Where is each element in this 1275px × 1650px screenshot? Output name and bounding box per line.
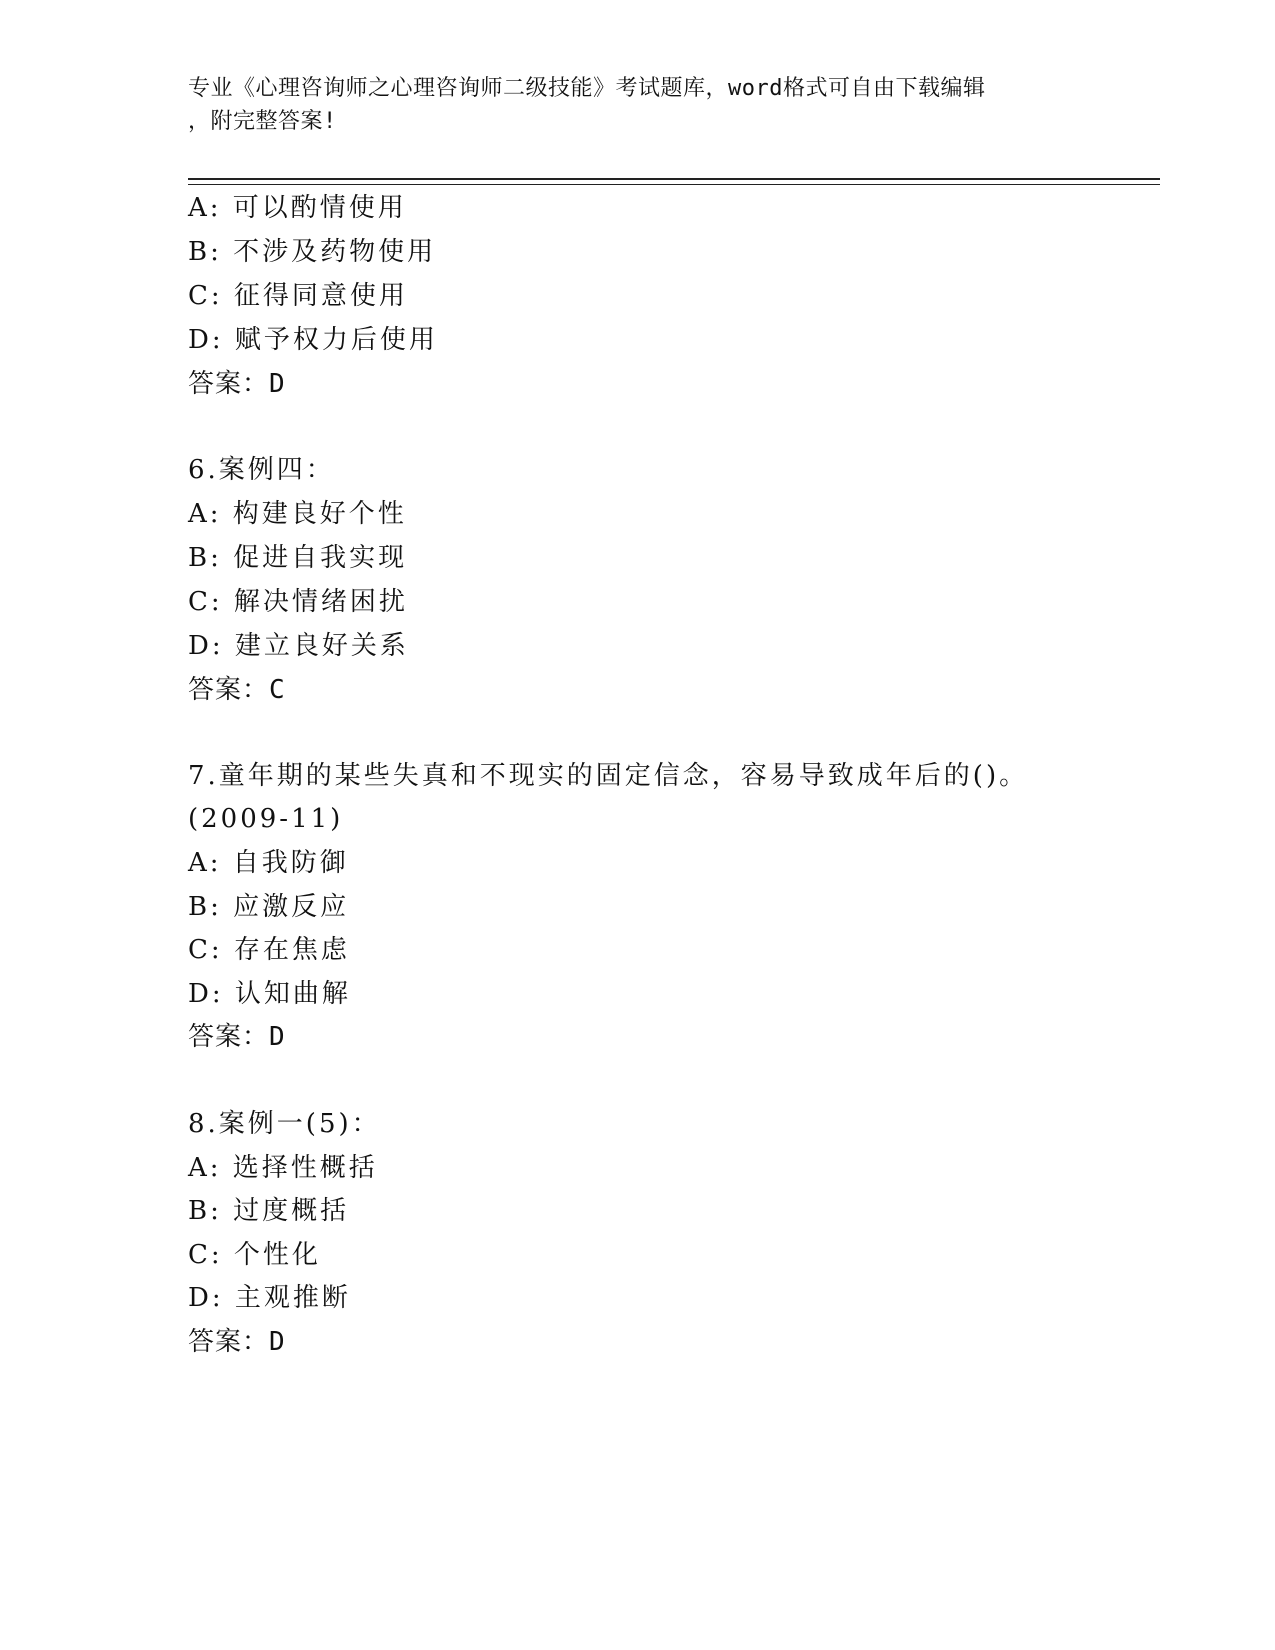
q6-option-b: B: 促进自我实现 xyxy=(188,543,408,573)
q5-answer: 答案：D xyxy=(188,369,286,399)
header-line-1: 专业《心理咨询师之心理咨询师二级技能》考试题库，word格式可自由下载编辑 xyxy=(188,76,986,101)
header-rule-thick xyxy=(188,178,1160,180)
header-rule-thin xyxy=(188,184,1160,185)
q5-option-c: C: 征得同意使用 xyxy=(188,281,408,311)
q5-option-d: D: 赋予权力后使用 xyxy=(188,325,438,355)
q6-answer: 答案：C xyxy=(188,675,286,705)
q5-option-a: A: 可以酌情使用 xyxy=(188,193,407,223)
q8-option-c: C: 个性化 xyxy=(188,1240,321,1270)
q7-answer: 答案：D xyxy=(188,1022,286,1052)
q7-stem-year: (2009-11) xyxy=(188,804,344,834)
q7-option-b: B: 应激反应 xyxy=(188,892,350,922)
q8-option-a: A: 选择性概括 xyxy=(188,1153,378,1183)
q8-option-d: D: 主观推断 xyxy=(188,1283,351,1313)
document-header xyxy=(188,72,1068,138)
q6-option-c: C: 解决情绪困扰 xyxy=(188,587,408,617)
q7-option-d: D: 认知曲解 xyxy=(188,979,351,1009)
q6-stem: 6.案例四： xyxy=(188,455,335,485)
q8-option-b: B: 过度概括 xyxy=(188,1196,350,1226)
q7-stem: 7.童年期的某些失真和不现实的固定信念，容易导致成年后的()。 xyxy=(188,761,1029,791)
q6-option-a: A: 构建良好个性 xyxy=(188,499,407,529)
q8-answer: 答案：D xyxy=(188,1327,286,1357)
q5-option-b: B: 不涉及药物使用 xyxy=(188,237,437,267)
q6-option-d: D: 建立良好关系 xyxy=(188,631,409,661)
q7-option-c: C: 存在焦虑 xyxy=(188,935,350,965)
q8-stem: 8.案例一(5)： xyxy=(188,1109,381,1139)
q7-option-a: A: 自我防御 xyxy=(188,848,349,878)
header-line-2: ，附完整答案! xyxy=(188,109,337,134)
